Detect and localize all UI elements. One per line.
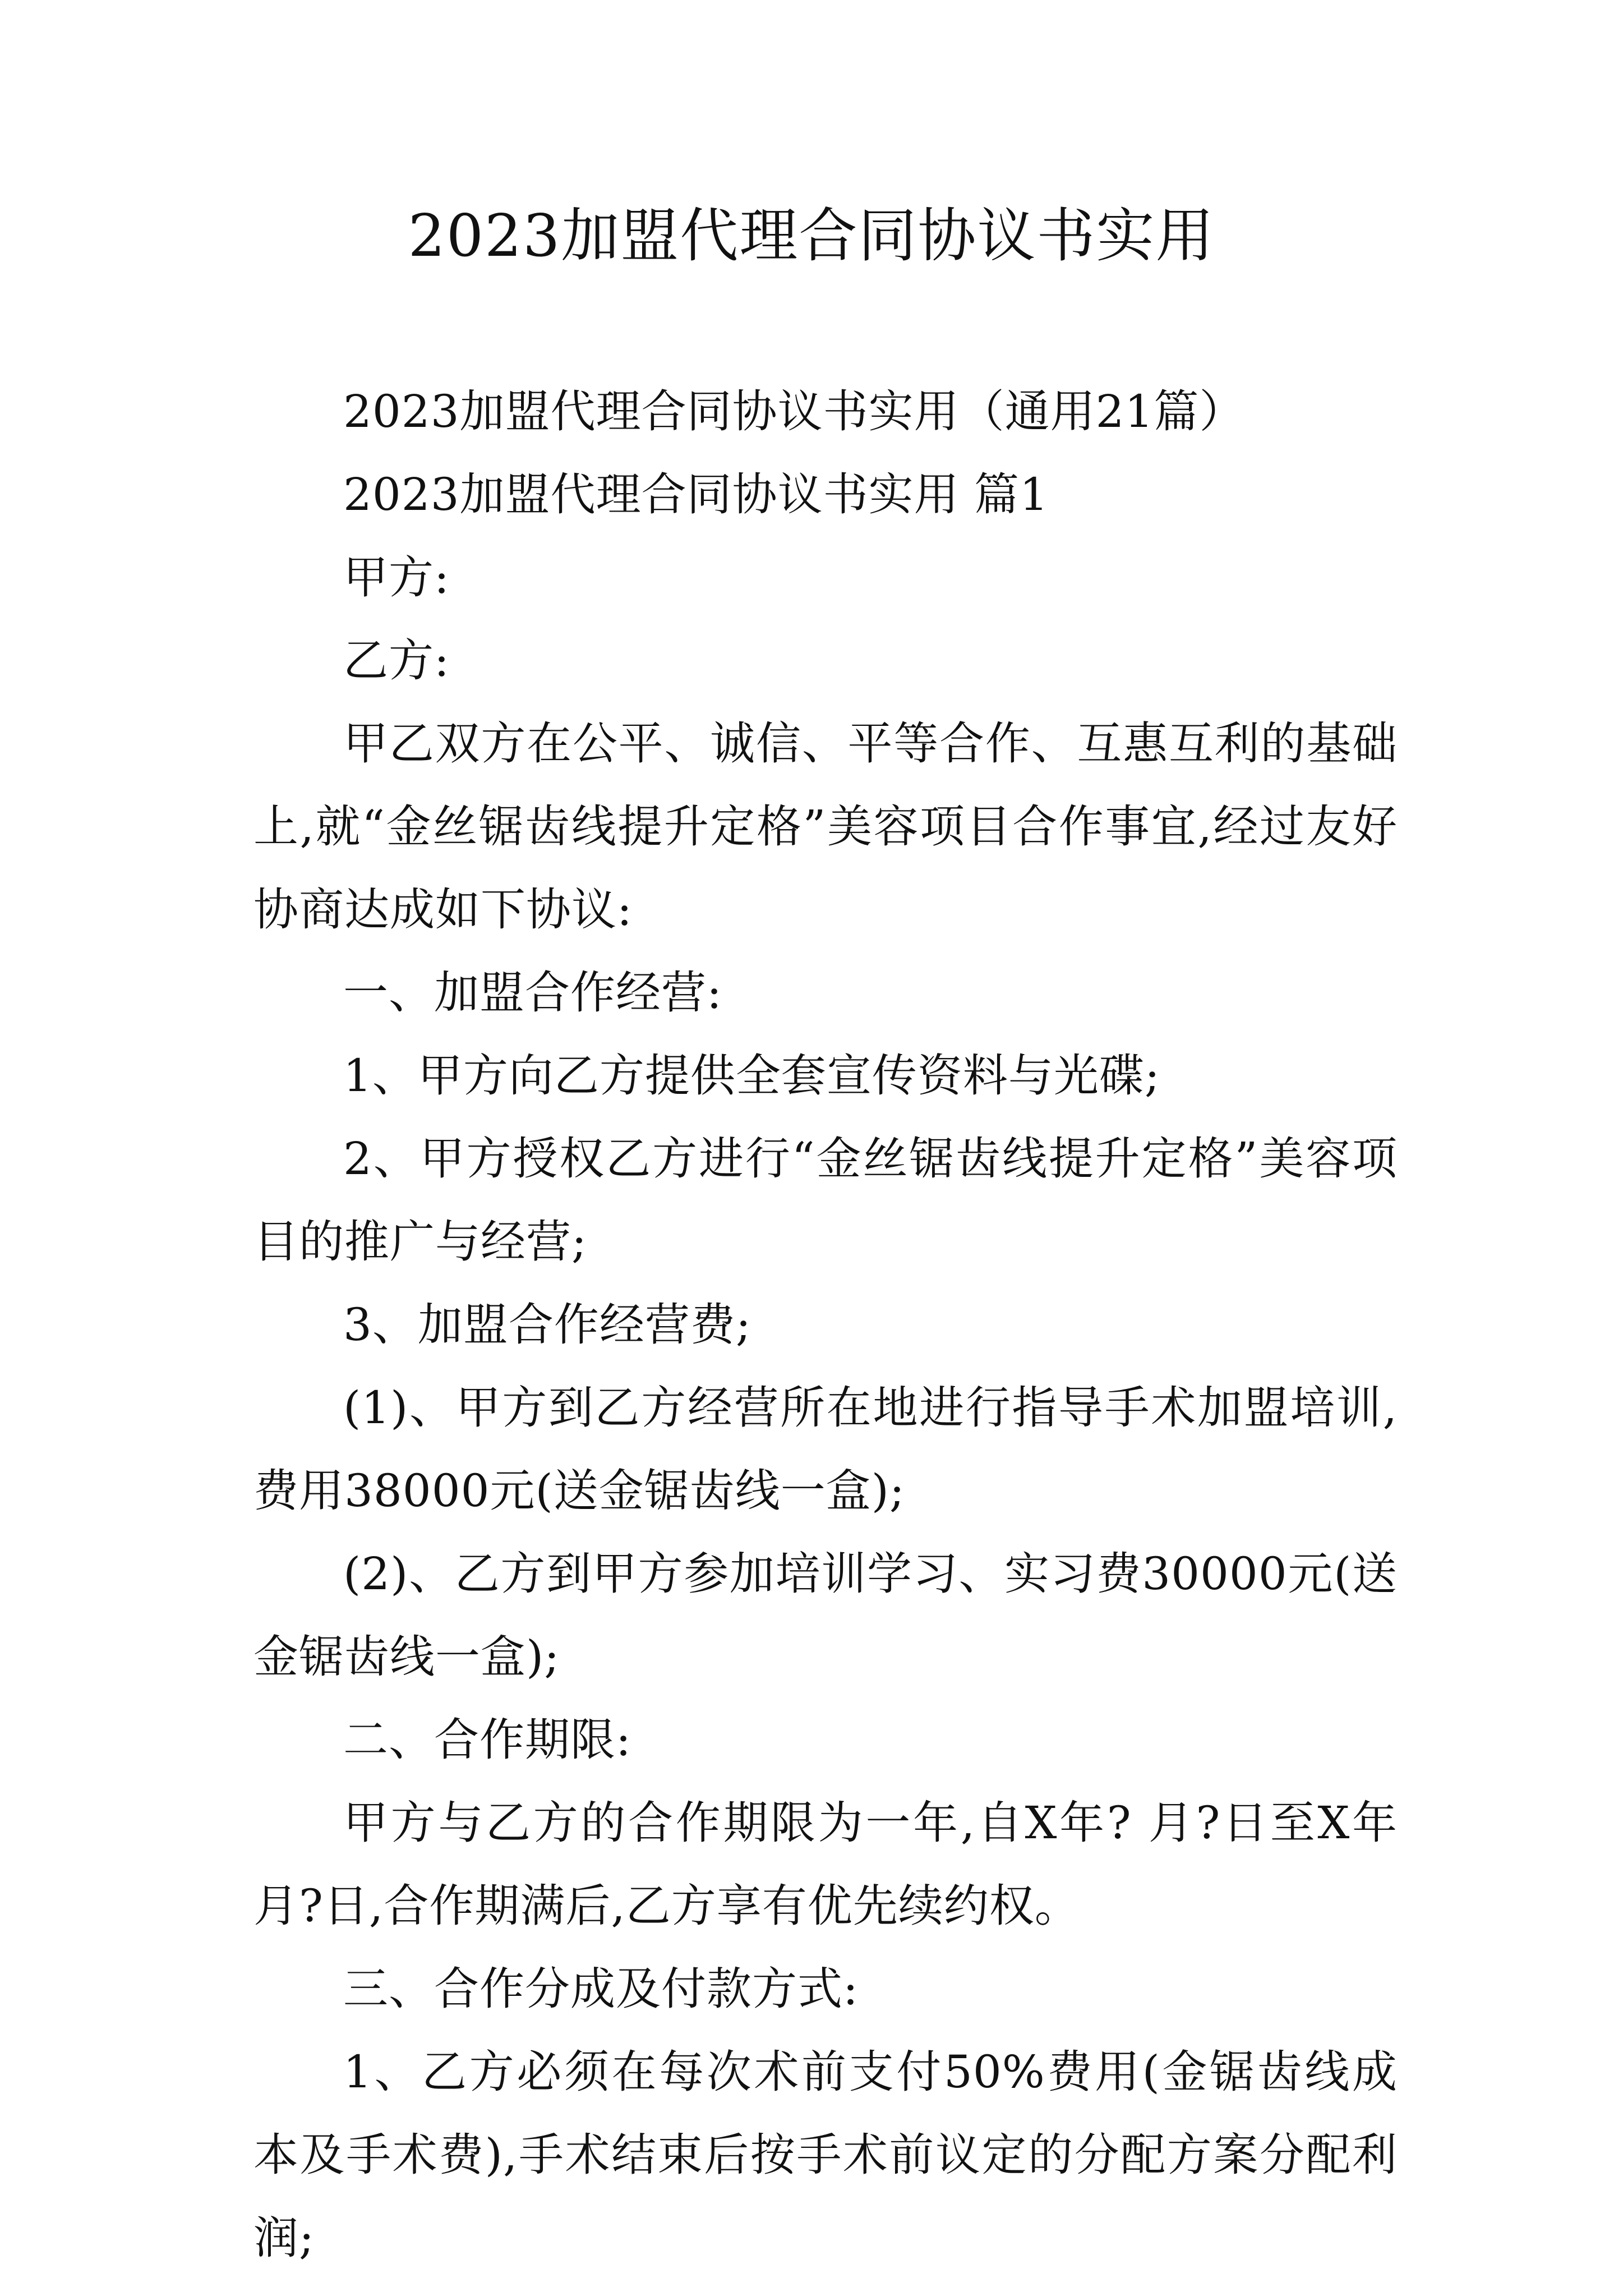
paragraph-clause-subitem: (1)、甲方到乙方经营所在地进行指导手术加盟培训,费用38000元(送金锯齿线一盒); [253, 1382, 1398, 1517]
paragraph-clause-subitem: (2)、乙方到甲方参加培训学习、实习费30000元(送金锯齿线一盒); [253, 1548, 1398, 1683]
paragraph-party-a: 甲方: [343, 551, 450, 604]
paragraph-clause-item: 2、甲方授权乙方进行“金丝锯齿线提升定格”美容项目的推广与经营; [253, 1133, 1398, 1268]
paragraph-party-b: 乙方: [343, 634, 450, 687]
paragraph-clause-item: 1、乙方必须在每次术前支付50%费用(金锯齿线成本及手术费),手术结束后按手术前议定的分配方案分配利润; [253, 2046, 1398, 2264]
paragraph-preamble: 甲乙双方在公平、诚信、平等合作、互惠互利的基础上,就“金丝锯齿线提升定格”美容项目合作事宜,经过友好协商达成如下协议: [253, 717, 1398, 936]
document-body [253, 370, 1398, 2280]
paragraph-clause-heading: 一、加盟合作经营: [343, 967, 722, 1019]
paragraph-section-heading: 2023加盟代理合同协议书实用 篇1 [343, 468, 1049, 521]
paragraph-clause-body: 甲方与乙方的合作期限为一年,自X年? 月?日至X年月?日,合作期满后,乙方享有优先续约权。 [253, 1797, 1398, 1932]
document-title: 2023加盟代理合同协议书实用 [408, 201, 1215, 270]
paragraph-clause-item: 3、加盟合作经营费; [343, 1299, 751, 1351]
paragraph-clause-heading: 二、合作期限: [343, 1714, 631, 1766]
paragraph-subtitle: 2023加盟代理合同协议书实用（通用21篇） [343, 385, 1245, 438]
paragraph-clause-item: 1、甲方向乙方提供全套宣传资料与光碟; [343, 1050, 1160, 1102]
paragraph-clause-heading: 三、合作分成及付款方式: [343, 1963, 859, 2015]
